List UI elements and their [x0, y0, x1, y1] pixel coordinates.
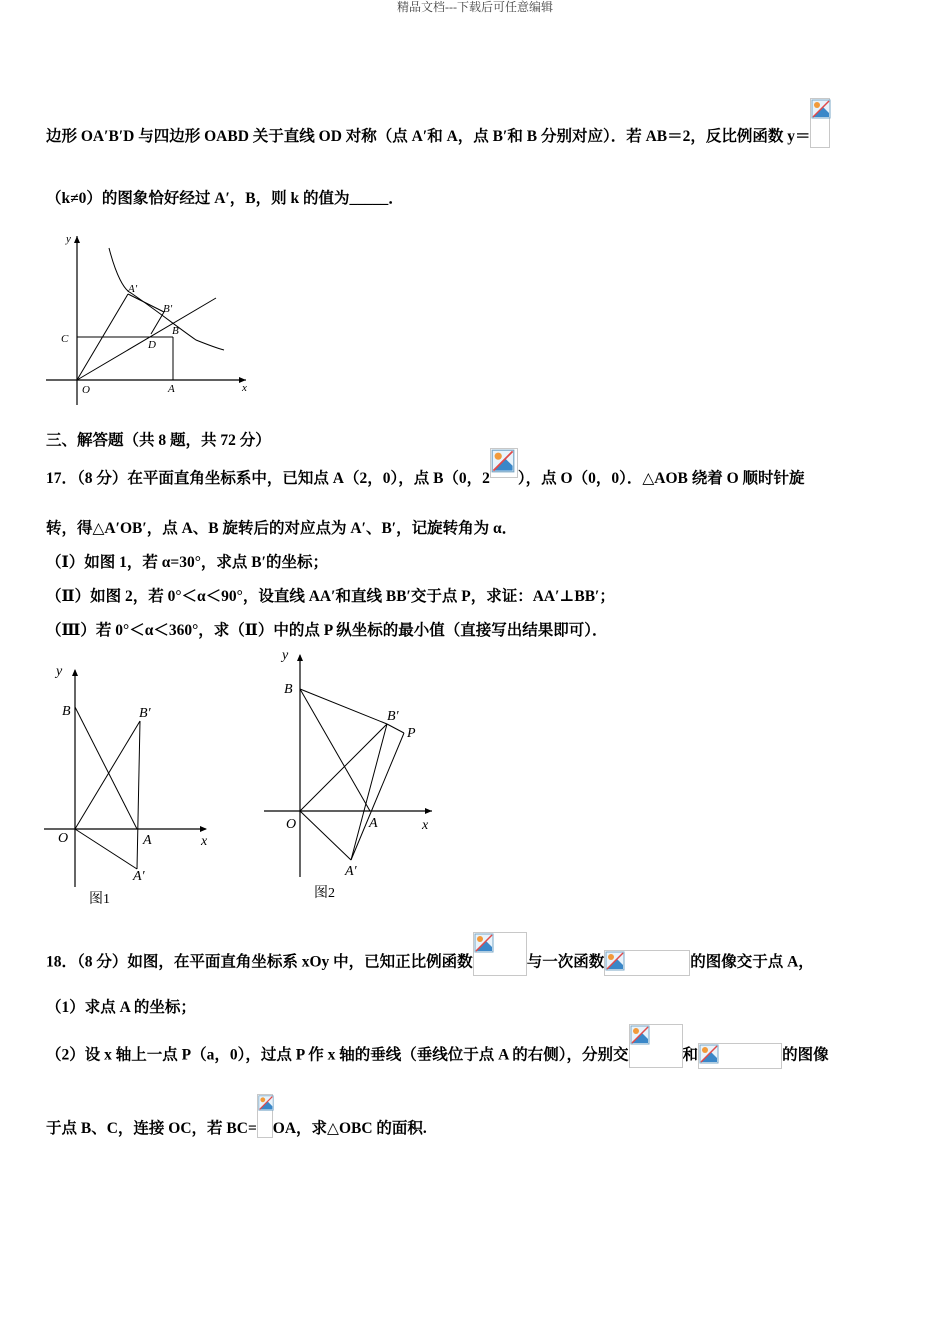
q17-part1: （Ⅰ）如图 1，若 α=30°，求点 B′的坐标；: [46, 554, 329, 571]
x-axis-arrow-icon: [200, 826, 207, 832]
q18-line1a-text: 18．（8 分）如图，在平面直角坐标系 xOy 中，已知正比例函数: [46, 953, 473, 971]
segment-A-prime-B-prime: [128, 294, 164, 312]
segment-OA-prime: [75, 829, 137, 869]
q18-part2b-text: 和: [682, 1046, 699, 1064]
label-y: y: [282, 648, 289, 663]
broken-image-icon: [490, 448, 518, 478]
label-A: A: [369, 816, 378, 831]
q16-line1-text: 边形 OA′B′D 与四边形 OABD 关于直线 OD 对称（点 A′和 A，点 B′和 B 分别对应）．若 AB＝2，反比例函数 y＝: [46, 128, 811, 145]
segment-B-prime-D: [151, 312, 164, 334]
q17-line1a-text: 17．（8 分）在平面直角坐标系中，已知点 A（2，0），点 B（0，2: [46, 470, 490, 487]
q18-part2: [46, 1043, 829, 1069]
label-x: x: [422, 818, 429, 833]
segment-OB-prime: [75, 721, 140, 829]
label-A-prime: A′: [128, 283, 138, 295]
label-B: B: [172, 325, 179, 337]
segment-B-prime-A-prime: [137, 721, 140, 869]
segment-BB-prime: [300, 689, 387, 724]
y-axis-arrow-icon: [74, 236, 80, 243]
label-C: C: [61, 333, 69, 345]
label-y: y: [56, 664, 63, 679]
y-axis-arrow-icon: [72, 669, 78, 676]
label-B-prime: B′: [139, 706, 151, 721]
q18-line1: [46, 950, 814, 976]
q18-line4a-text: 于点 B、C，连接 OC，若 BC=: [46, 1120, 257, 1137]
broken-image-icon: [257, 1094, 273, 1138]
q17-figure-2: [262, 645, 442, 910]
segment-BA: [300, 689, 370, 811]
broken-image-icon: [604, 950, 690, 976]
q16-line2: （k≠0）的图象恰好经过 A′，B，则 k 的值为_____．: [46, 190, 404, 207]
q17-figure-1: [44, 655, 264, 910]
broken-image-icon: [473, 932, 527, 976]
page-header: 精品文档---下载后可任意编辑: [397, 0, 553, 14]
label-A-prime: A′: [133, 869, 145, 884]
label-y: y: [66, 233, 71, 245]
label-O: O: [58, 831, 69, 846]
q18-part1: （1）求点 A 的坐标；: [46, 999, 196, 1016]
label-A: A: [143, 833, 152, 848]
segment-BA: [75, 707, 137, 829]
label-O: O: [82, 384, 90, 396]
segment-OA-prime: [300, 811, 351, 860]
hyperbola-curve: [109, 248, 224, 350]
broken-image-icon: [629, 1024, 683, 1068]
label-B-prime: B′: [163, 303, 173, 315]
label-x: x: [201, 834, 208, 849]
label-B-prime: B′: [387, 709, 399, 724]
label-A: A: [168, 383, 175, 395]
q17-line2: 转，得△A′OB′，点 A、B 旋转后的对应点为 A′、B′，记旋转角为 α．: [46, 520, 518, 537]
broken-image-icon: [698, 1043, 782, 1069]
label-x: x: [242, 382, 247, 394]
segment-OB-prime: [300, 724, 387, 811]
segment-B-prime-A-prime: [351, 724, 387, 860]
y-axis-arrow-icon: [297, 654, 303, 661]
figure-2-caption: 图2: [314, 886, 335, 901]
segment-B-prime-P: [387, 724, 404, 733]
q17-line1b-text: ），点 O（0，0）．△AOB 绕着 O 顺时针旋: [517, 470, 805, 487]
label-B: B: [62, 704, 71, 719]
x-axis-arrow-icon: [425, 808, 432, 814]
q17-line1: [46, 468, 805, 490]
q18-line1c-text: 的图像交于点 A，: [690, 953, 814, 971]
q18-line4: [46, 1118, 427, 1140]
label-B: B: [284, 682, 293, 697]
q16-line1: [46, 126, 830, 148]
q17-part2: （Ⅱ）如图 2，若 0°＜α＜90°，设直线 AA′和直线 BB′交于点 P，求证：AA′⊥BB′；: [46, 588, 615, 605]
label-A-prime: A′: [345, 864, 357, 879]
label-O: O: [286, 817, 297, 832]
label-D: D: [148, 339, 156, 351]
q17-part3: （Ⅲ）若 0°＜α＜360°，求（Ⅱ）中的点 P 纵坐标的最小值（直接写出结果即可）．: [46, 622, 608, 639]
q18-line4b-text: OA，求△OBC 的面积.: [272, 1120, 427, 1137]
q18-line1b-text: 与一次函数: [526, 953, 605, 971]
broken-image-icon: [810, 98, 830, 148]
q16-figure: [46, 230, 256, 410]
q18-part2a-text: （2）设 x 轴上一点 P（a，0），过点 P 作 x 轴的垂线（垂线位于点 A 的右侧），分别交: [46, 1046, 629, 1064]
label-P: P: [407, 726, 416, 741]
q18-part2c-text: 的图像: [782, 1046, 829, 1064]
figure-1-caption: 图1: [89, 892, 110, 907]
section-title: 三、解答题（共 8 题，共 72 分）: [46, 432, 271, 449]
